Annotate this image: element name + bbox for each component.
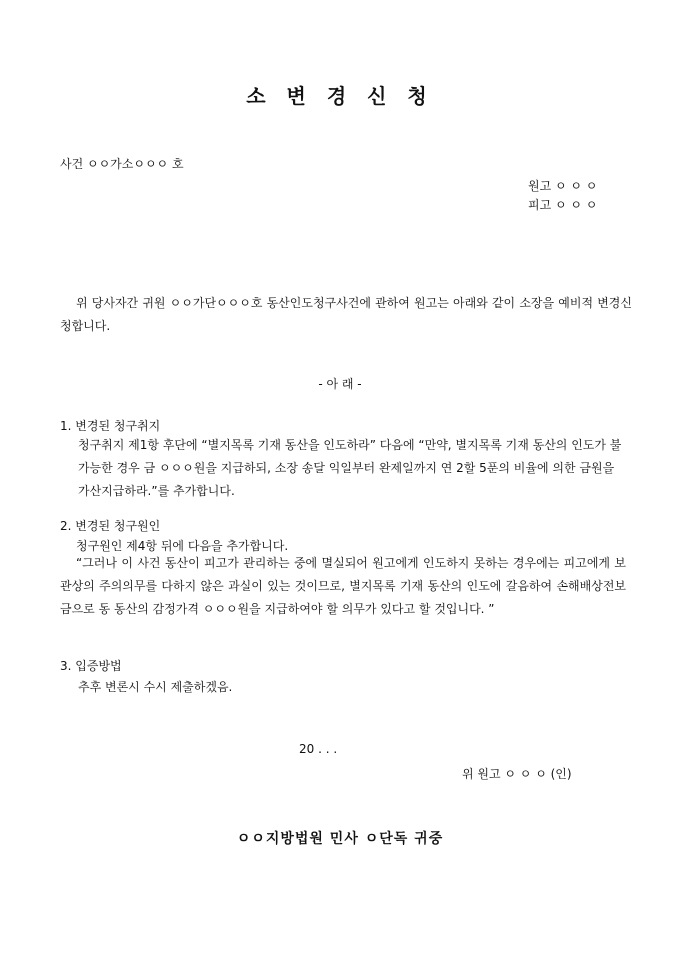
defendant-name: 피고 ㅇ ㅇ ㅇ bbox=[528, 198, 598, 212]
section-body-claim-cause-intro: 청구원인 제4항 뒤에 다음을 추가합니다. bbox=[76, 539, 289, 553]
filing-date: 20 . . . bbox=[299, 742, 338, 756]
section-heading-claim-purpose: 1. 변경된 청구취지 bbox=[60, 419, 161, 433]
section-body-claim-cause-quote: “그러나 이 사건 동산이 피고가 관리하는 중에 멸실되어 원고에게 인도하지 못하는 경우에는 피고에게 보관상의 주의의무를 다하지 않은 과실이 있는 것이므로, 별지목록 기재 동산의 인도에 갈음하여 손해배상전보금으로 동 동산의 감정가격 ㅇㅇㅇ원을 지급하여야 할 의무가 있다고 할 것입니다. ” bbox=[60, 556, 626, 616]
signature-line: 위 원고 ㅇ ㅇ ㅇ (인) bbox=[462, 767, 572, 781]
section-body-claim-purpose: 청구취지 제1항 후단에 “별지목록 기재 동산을 인도하라” 다음에 “만약, 별지목록 기재 동산의 인도가 불가능한 경우 금 ㅇㅇㅇ원을 지급하되, 소장 송달 익일부터 완제일까지 연 2할 5푼의 비율에 의한 금원을 가산지급하라.”를 추가합니다. bbox=[78, 438, 622, 498]
plaintiff-name: 원고 ㅇ ㅇ ㅇ bbox=[528, 179, 598, 193]
document-title: 소 변 경 신 청 bbox=[246, 84, 434, 108]
court-addressee: ㅇㅇ지방법원 민사 ㅇ단독 귀중 bbox=[236, 831, 444, 847]
case-number: 사건 ㅇㅇ가소ㅇㅇㅇ 호 bbox=[60, 157, 184, 171]
section-body-evidence: 추후 변론시 수시 제출하겠음. bbox=[78, 680, 233, 694]
section-heading-claim-cause: 2. 변경된 청구원인 bbox=[60, 519, 161, 533]
below-marker: - 아 래 - bbox=[318, 377, 362, 391]
intro-paragraph: 위 당사자간 귀원 ㅇㅇ가단ㅇㅇㅇ호 동산인도청구사건에 관하여 원고는 아래와 같이 소장을 예비적 변경신청합니다. bbox=[60, 296, 632, 333]
section-heading-evidence: 3. 입증방법 bbox=[60, 659, 122, 673]
